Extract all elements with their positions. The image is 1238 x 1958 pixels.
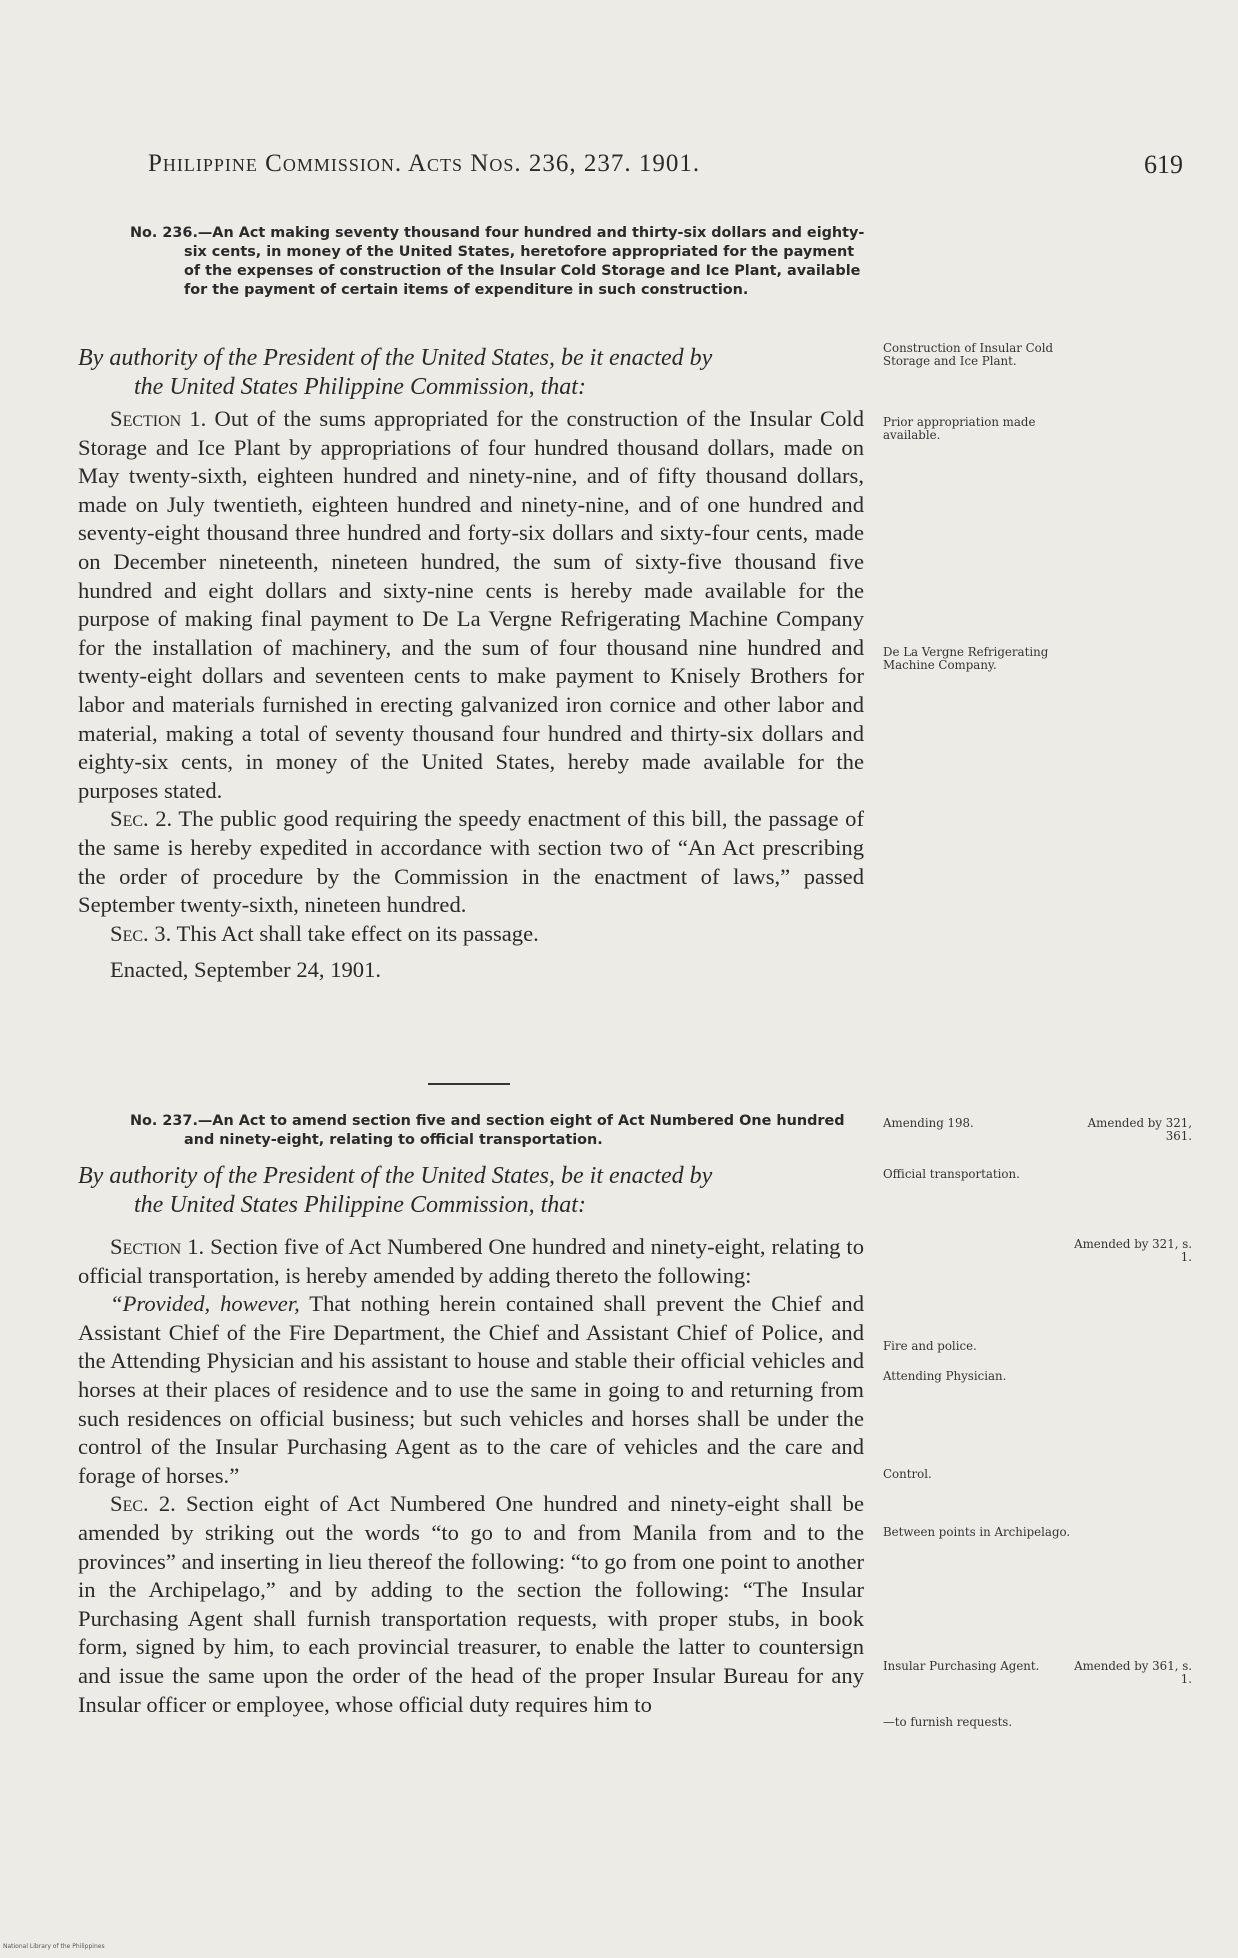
- margin-note-amended-361-s1: Amended by 361, s. 1.: [1074, 1659, 1192, 1686]
- act-236-section-1: Section 1. Out of the sums appropriated for the construction of the Insular Cold Storage and Ice Plant by appropriations of four hundred thousand dollars, made on May twenty-sixth, eighteen hundred and ninety-nine, and of fifty thousand dollars, made on July twentieth, eighteen hundred and ninety-nine, and of one hundred and seventy-eight thousand three hundred and forty-six dollars and sixty-four cents, made on December nineteenth, nineteen hundred, the sum of sixty-five thousand five hundred and eight dollars and sixty-nine cents is hereby made available for the purpose of making final payment to De La Vergne Refrigerating Machine Company for the installation of machinery, and the sum of four thousand nine hundred and twenty-eight dollars and seventeen cents to make payment to Knisely Brothers for labor and materials furnished in erecting galvanized iron cornice and other labor and material, making a total of seventy thousand four hundred and thirty-six dollars and eighty-six cents, in money of the United States, hereby made available for the purposes stated.: [78, 406, 864, 803]
- act-237-title: No. 237.—An Act to amend section five and section eight of Act Numbered One hundred and ninety-eight, relating to official transportation.: [130, 1113, 845, 1148]
- scan-footer: National Library of the Philippines: [3, 1943, 105, 1950]
- act-236-body: [78, 405, 864, 985]
- margin-note-control: Control.: [883, 1467, 932, 1481]
- margin-note-insular-purchasing: Insular Purchasing Agent.: [883, 1659, 1040, 1673]
- margin-note-fire-police: Fire and police.: [883, 1339, 977, 1353]
- margin-note-amending: Amending 198.: [883, 1116, 974, 1130]
- margin-note-between-points: Between points in Archipelago.: [883, 1525, 1071, 1539]
- section-divider: [428, 1083, 510, 1085]
- margin-note-amended-321-s1: Amended by 321, s. 1.: [1074, 1237, 1192, 1264]
- margin-note-construction: Construction of Insular Cold Storage and Ice Plant.: [883, 341, 1054, 368]
- page-header: [148, 150, 1183, 190]
- margin-note-furnish-requests: —to furnish requests.: [883, 1715, 1013, 1729]
- act-237-enacting-clause: By authority of the President of the United States, be it enacted by the United States Philippine Commission, that:: [78, 1163, 713, 1218]
- margin-note-de-la-vergne: De La Vergne Refrigerating Machine Company.: [883, 645, 1049, 672]
- page-number: 619: [1144, 150, 1183, 179]
- act-237-proviso: “Provided, however, That nothing herein contained shall prevent the Chief and Assistant Chief of the Fire Department, the Chief and Assistant Chief of Police, and the Attending Physician and his assistant to house and stable their official vehicles and horses at their places of residence and to use the same in going to and returning from such residences on official business; but such vehicles and horses shall be under the control of the Insular Purchasing Agent as to the care of vehicles and the care and forage of horses.”: [78, 1291, 865, 1488]
- act-236-section-3: Sec. 3. This Act shall take effect on its passage.: [110, 920, 539, 946]
- act-236-enacting-clause: By authority of the President of the United States, be it enacted by the United States Philippine Commission, that:: [78, 345, 713, 400]
- act-237-section-1: Section 1. Section five of Act Numbered One hundred and ninety-eight, relating to official transportation, is hereby amended by adding thereto the following:: [78, 1234, 864, 1288]
- running-head: Philippine Commission. Acts Nos. 236, 237. 1901.: [148, 150, 701, 177]
- act-237-section-2: Sec. 2. Section eight of Act Numbered One hundred and ninety-eight shall be amended by striking out the words “to go to and from Manila from and to the provinces” and inserting in lieu thereof the following: “to go from one point to another in the Archipelago,” and by adding to the section the following: “The Insular Purchasing Agent shall furnish transportation requests, with proper stubs, in book form, signed by him, to each provincial treasurer, to enable the latter to countersign and issue the same upon the order of the head of the proper Insular Bureau for any Insular officer or employee, whose official duty requires him to: [78, 1491, 864, 1717]
- act-237-body: [78, 1233, 864, 1719]
- act-236-title: No. 236.—An Act making seventy thousand four hundred and thirty-six dollars and eighty-six cents, in money of the United States, heretofore appropriated for the payment of the expenses of construction of the Insular Cold Storage and Ice Plant, available for the payment of certain items of expenditure in such construction.: [130, 225, 865, 298]
- act-236-enacted-date: Enacted, September 24, 1901.: [110, 957, 382, 983]
- margin-note-official-transportation: Official transportation.: [883, 1167, 1020, 1181]
- margin-note-attending-physician: Attending Physician.: [883, 1369, 1007, 1383]
- margin-note-prior-appropriation: Prior appropriation made available.: [883, 415, 1036, 442]
- margin-note-amended-321-361: Amended by 321, 361.: [1087, 1116, 1192, 1143]
- act-236-section-2: Sec. 2. The public good requiring the speedy enactment of this bill, the passage of the same is hereby expedited in accordance with section two of “An Act prescribing the order of procedure by the Commission in the enactment of laws,” passed September twenty-sixth, nineteen hundred.: [78, 806, 864, 918]
